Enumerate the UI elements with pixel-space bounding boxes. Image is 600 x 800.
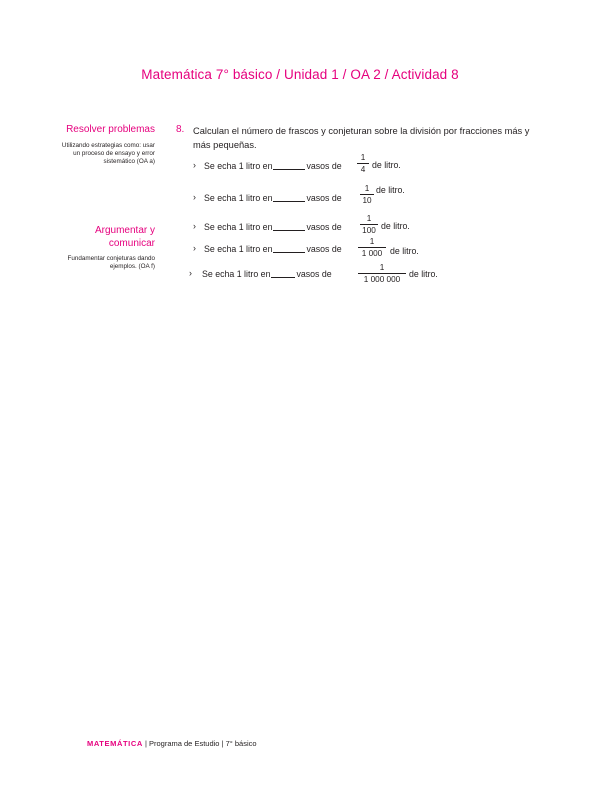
fraction xyxy=(357,153,369,175)
item-mid: vasos de xyxy=(296,269,332,279)
item-mid: vasos de xyxy=(306,222,342,232)
chevron-right-icon: › xyxy=(189,268,192,278)
fraction xyxy=(360,184,374,206)
fraction-numerator: 1 xyxy=(369,237,375,246)
fraction xyxy=(358,263,406,285)
item-tail: de litro. xyxy=(376,185,405,195)
activity-number: 8. xyxy=(176,124,185,135)
answer-blank[interactable] xyxy=(273,221,305,231)
item-lead: Se echa 1 litro en xyxy=(204,193,273,203)
item-tail: de litro. xyxy=(381,221,410,231)
fraction xyxy=(360,214,378,236)
chevron-right-icon: › xyxy=(193,160,196,170)
footer-grade: 7° básico xyxy=(225,739,257,748)
footer-program: Programa de Estudio xyxy=(149,739,220,748)
footer-separator: | xyxy=(221,739,224,748)
fraction-numerator: 1 xyxy=(364,184,370,193)
fraction-denominator: 4 xyxy=(360,165,366,174)
item-tail: de litro. xyxy=(372,160,401,170)
activity-prompt: Calculan el número de frascos y conjeturan sobre la división por fracciones más y más pequeñas. xyxy=(193,126,530,150)
fraction-numerator: 1 xyxy=(366,214,372,223)
footer-brand: MATEMÁTICA xyxy=(87,739,143,748)
fraction-denominator: 100 xyxy=(362,226,376,235)
chevron-right-icon: › xyxy=(193,192,196,202)
skill-block-resolver xyxy=(60,124,155,166)
item-tail: de litro. xyxy=(409,269,438,279)
item-lead: Se echa 1 litro en xyxy=(204,244,273,254)
item-lead: Se echa 1 litro en xyxy=(202,269,271,279)
answer-blank[interactable] xyxy=(273,160,305,170)
page-title: Matemática 7° básico / Unidad 1 / OA 2 / Actividad 8 xyxy=(141,67,459,82)
item-mid: vasos de xyxy=(306,161,342,171)
chevron-right-icon: › xyxy=(193,243,196,253)
item-mid: vasos de xyxy=(306,193,342,203)
item-lead: Se echa 1 litro en xyxy=(204,222,273,232)
skill-description: Fundamentar conjeturas dando ejemplos. (OA f) xyxy=(67,255,155,271)
fraction-numerator: 1 xyxy=(360,153,366,162)
item-tail: de litro. xyxy=(390,246,419,256)
fraction-denominator: 10 xyxy=(362,196,372,205)
answer-blank[interactable] xyxy=(273,192,305,202)
answer-blank[interactable] xyxy=(273,243,305,253)
item-lead: Se echa 1 litro en xyxy=(204,161,273,171)
fraction-denominator: 1 000 xyxy=(361,249,383,258)
skill-block-argumentar xyxy=(60,225,155,272)
skill-heading: Resolver problemas xyxy=(66,124,155,135)
footer-separator: | xyxy=(144,739,147,748)
skill-description: Utilizando estrategias como: usar un proceso de ensayo y error sistemático (OA a) xyxy=(61,141,155,166)
fraction-numerator: 1 xyxy=(379,263,385,272)
fraction xyxy=(358,237,386,259)
item-mid: vasos de xyxy=(306,244,342,254)
chevron-right-icon: › xyxy=(193,221,196,231)
page-footer xyxy=(87,739,257,748)
fraction-denominator: 1 000 000 xyxy=(363,275,401,284)
answer-blank[interactable] xyxy=(271,268,295,278)
skill-heading: Argumentar y comunicar xyxy=(94,225,155,249)
